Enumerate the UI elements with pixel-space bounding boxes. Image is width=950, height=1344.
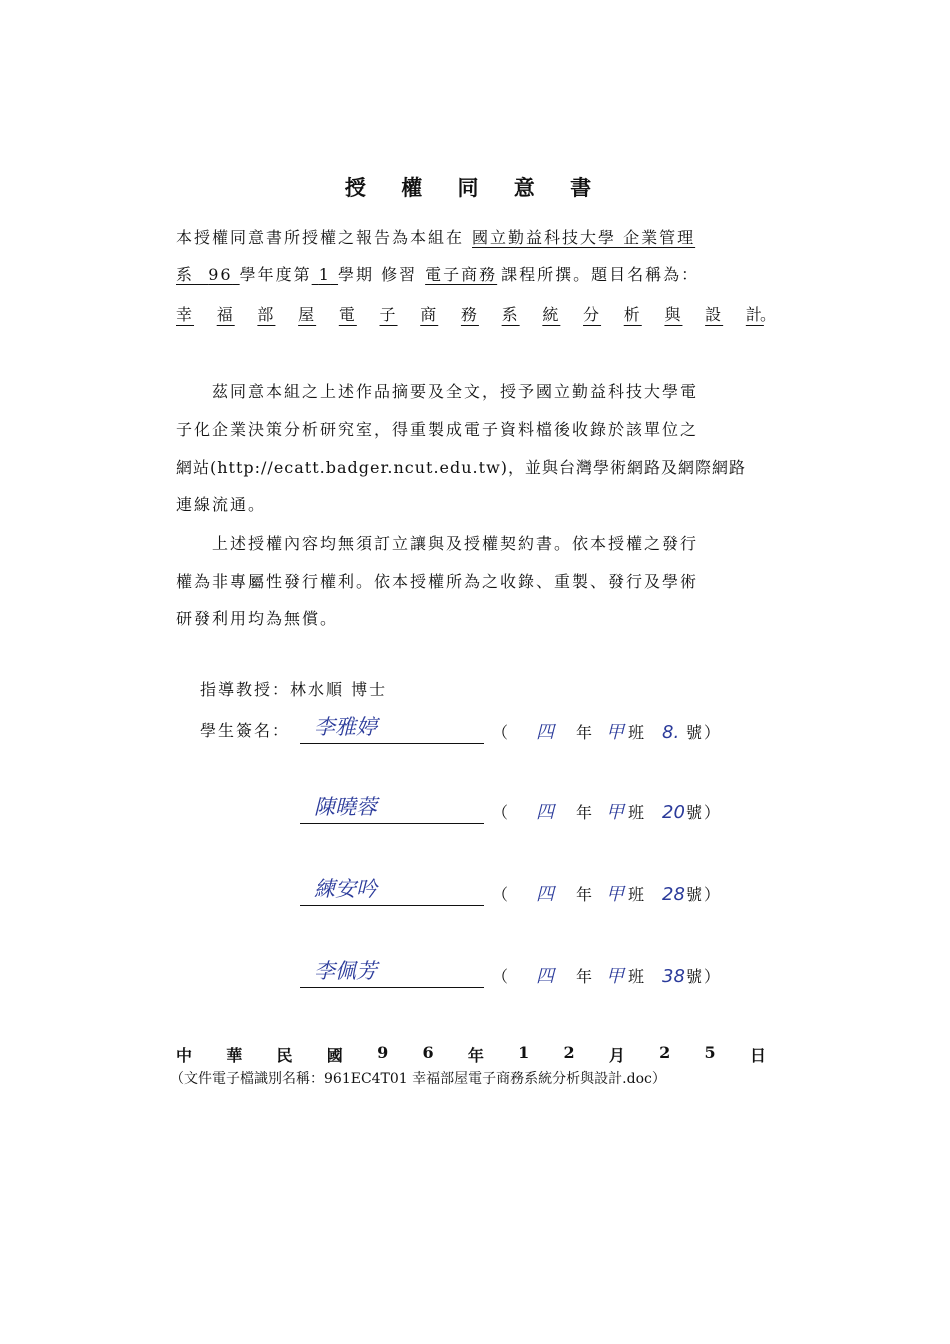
number-word: 號 [686, 723, 703, 742]
topic-char: 部 [257, 305, 276, 324]
date-part: 2 [563, 1043, 575, 1062]
class-info [492, 962, 720, 988]
topic-char: 電 [338, 305, 357, 324]
class-value: 甲 [606, 884, 624, 905]
intro-line-1 [176, 225, 771, 248]
signature-line [300, 795, 484, 824]
advisor-line [200, 677, 387, 700]
seat-number: 38 [662, 966, 685, 987]
open-paren: （ [492, 723, 509, 742]
seat-number: 28 [662, 884, 685, 905]
date-part: 月 [608, 1046, 625, 1065]
year-word: 年 [576, 803, 593, 822]
date-part: 5 [704, 1043, 716, 1062]
date-part: 中 [176, 1046, 193, 1065]
topic-char: 屋 [298, 305, 317, 324]
date-part: 6 [422, 1043, 434, 1062]
intro-line-2 [176, 262, 771, 285]
dept-field: 系 96 [176, 265, 233, 284]
signature-row [300, 795, 721, 824]
grade-value: 四 [536, 966, 554, 987]
topic-char: 設 [705, 305, 724, 324]
date-line [176, 1043, 766, 1066]
para2-line-2: 權為非專屬性發行權利。依本授權所為之收錄、重製、發行及學術 [176, 572, 699, 591]
topic-char: 統 [542, 305, 561, 324]
date-part: 9 [377, 1043, 389, 1062]
topic-char: 子 [379, 305, 398, 324]
document-title: 授 權 同 意 書 [344, 175, 606, 200]
topic-char: 商 [420, 305, 439, 324]
close-paren: ） [704, 723, 721, 742]
class-value: 甲 [606, 966, 624, 987]
class-word: 班 [628, 803, 645, 822]
para2-line-3: 研發利用均為無償。 [176, 609, 339, 628]
topic-char: 析 [623, 305, 642, 324]
topic-end-mark: 。 [760, 305, 777, 324]
para1-line-2: 子化企業決策分析研究室，得重製成電子資料檔後收錄於該單位之 [176, 420, 699, 439]
topic-char: 分 [583, 305, 602, 324]
year-value: 96 [208, 265, 233, 284]
signature-line [300, 877, 484, 906]
topic-char: 與 [664, 305, 683, 324]
topic-char: 系 [501, 305, 520, 324]
handwritten-signature: 李佩芳 [314, 959, 377, 983]
close-paren: ） [704, 967, 721, 986]
handwritten-signature: 陳曉蓉 [314, 795, 377, 819]
para2-line-1: 上述授權內容均無須訂立讓與及授權契約書。依本授權之發行 [212, 534, 699, 553]
date-part: 年 [467, 1046, 484, 1065]
class-word: 班 [628, 967, 645, 986]
open-paren: （ [492, 803, 509, 822]
topic-char: 幸 [176, 305, 195, 324]
year-word: 年 [576, 885, 593, 904]
term-label: 學期 修習 [338, 265, 418, 284]
topic-char: 福 [216, 305, 235, 324]
para1-line-3: 網站(http://ecatt.badger.ncut.edu.tw)，並與台灣學術網路及網際網路 [176, 458, 747, 477]
year-word: 年 [576, 723, 593, 742]
class-info [492, 880, 720, 906]
close-paren: ） [704, 803, 721, 822]
class-word: 班 [628, 723, 645, 742]
grade-value: 四 [536, 884, 554, 905]
student-signature-label: 學生簽名： [200, 721, 291, 740]
topic-char: 計 [745, 305, 764, 324]
term-field: 1 [318, 265, 331, 284]
date-part: 華 [226, 1046, 243, 1065]
topic-intro: 課程所撰。題目名稱為： [501, 265, 700, 284]
class-word: 班 [628, 885, 645, 904]
close-paren: ） [704, 885, 721, 904]
number-word: 號 [686, 967, 703, 986]
class-value: 甲 [606, 722, 624, 743]
signature-row [300, 959, 721, 988]
date-part: 2 [659, 1043, 671, 1062]
topic-title [176, 302, 764, 325]
grade-value: 四 [536, 722, 554, 743]
class-value: 甲 [606, 802, 624, 823]
signature-row [300, 715, 721, 744]
school-dept-field: 國立勤益科技大學 企業管理 [472, 228, 696, 247]
date-part: 民 [276, 1046, 293, 1065]
class-info [492, 718, 720, 744]
open-paren: （ [492, 885, 509, 904]
handwritten-signature: 練安吟 [314, 877, 377, 901]
signature-line [300, 715, 484, 744]
class-info [492, 798, 720, 824]
date-part: 日 [749, 1046, 766, 1065]
course-field: 電子商務 [425, 265, 498, 284]
intro-prefix: 本授權同意書所授權之報告為本組在 [176, 228, 465, 247]
date-part: 1 [518, 1043, 530, 1062]
seat-number: 8. [662, 722, 680, 743]
grade-value: 四 [536, 802, 554, 823]
para1-line-4: 連線流通。 [176, 495, 267, 514]
topic-char: 務 [460, 305, 479, 324]
advisor-label: 指導教授： [200, 680, 291, 699]
filename-note: （文件電子檔識別名稱：961EC4T01 幸福部屋電子商務系統分析與設計.doc） [170, 1071, 666, 1087]
date-part: 國 [326, 1046, 343, 1065]
signature-row [300, 877, 721, 906]
seat-number: 20 [662, 802, 685, 823]
topic-line [176, 302, 764, 325]
year-word: 年 [576, 967, 593, 986]
handwritten-signature: 李雅婷 [314, 715, 377, 739]
advisor-name: 林水順 博士 [290, 680, 388, 699]
year-label: 學年度第 [239, 265, 312, 284]
para1-line-1: 茲同意本組之上述作品摘要及全文，授予國立勤益科技大學電 [212, 382, 699, 401]
open-paren: （ [492, 967, 509, 986]
number-word: 號 [686, 803, 703, 822]
number-word: 號 [686, 885, 703, 904]
signature-line [300, 959, 484, 988]
